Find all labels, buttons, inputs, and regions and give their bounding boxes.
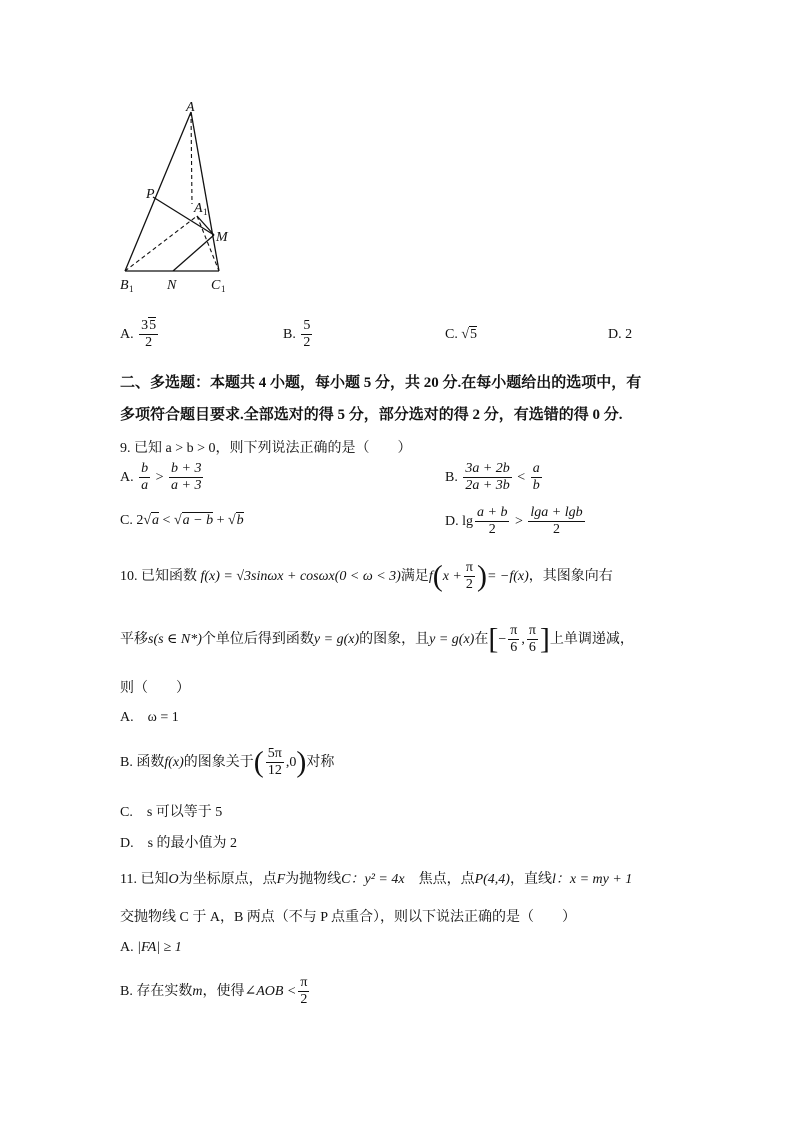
- q11-option-b[interactable]: B. 存在实数m，使得∠AOB < $\frac{\pi}{2}$: [120, 975, 308, 1008]
- q9-stem: 9. 已知 a > b > 0，则下列说法正确的是（ ）: [120, 441, 412, 456]
- q10-stem-line1: 10. 已知函数 f(x) = √3sinωx + cosωx(0 < ω < 3)满足f(x + $\frac{\pi}{2}$ )= −f(x)，其图象向右: [120, 559, 613, 593]
- label-A1-sub: 1: [203, 207, 208, 217]
- q10-option-b[interactable]: B. 函数f(x)的图象关于( $\frac{5\pi}{12}$ ,0)对称: [120, 745, 335, 779]
- edge-AC1: [191, 112, 219, 271]
- q11-stem-line1: 11. 已知O为坐标原点，点F为抛物线C：y² = 4x 焦点，点P(4,4)，直线l：x = my + 1: [120, 872, 633, 887]
- label-C1-sub: 1: [221, 284, 226, 294]
- q10-stem-line3: 则（ ）: [120, 681, 190, 696]
- q10-stem-line2: 平移s(s ∈ N*)个单位后得到函数y = g(x)的图象，且y = g(x)在[− $\frac{\pi}{6}$ , $\frac{\pi}{6}$ ]上单调递减，: [120, 622, 634, 656]
- label-A1: A: [194, 201, 203, 216]
- section2-line1: 二、多选题：本题共 4 小题，每小题 5 分，共 20 分.在每小题给出的选项中，有: [120, 375, 642, 391]
- section2-line2: 多项符合题目要求.全部选对的得 5 分，部分选对的得 2 分，有选错的得 0 分.: [120, 407, 623, 423]
- q8-option-b[interactable]: B. $\frac{5}{2}$: [283, 318, 311, 351]
- label-B1-sub: 1: [129, 284, 134, 294]
- label-M: M: [216, 230, 228, 245]
- q8-option-d[interactable]: D. 2: [608, 327, 633, 342]
- dashed-AA1: [191, 112, 192, 204]
- q9-option-d[interactable]: D. lg $\frac{a + b}{2}$ > $\frac{\lg a + \lg b}{2}$: [445, 505, 583, 538]
- q10-option-c[interactable]: C. s 可以等于 5: [120, 805, 223, 820]
- q10-option-d[interactable]: D. s 的最小值为 2: [120, 836, 238, 851]
- label-C1: C: [211, 278, 221, 293]
- pyramid-figure: [110, 100, 250, 300]
- label-A: A: [186, 100, 195, 115]
- q8-option-a[interactable]: A. $\frac{35}{2}$: [120, 318, 157, 351]
- label-B1: B: [120, 278, 129, 293]
- q11-option-a[interactable]: A. |FA| ≥ 1: [120, 940, 182, 955]
- label-N: N: [167, 278, 177, 293]
- q11-stem-line2: 交抛物线 C 于 A，B 两点（不与 P 点重合），则以下说法正确的是（ ）: [120, 910, 577, 925]
- segment-NM: [173, 235, 214, 271]
- edge-AB1: [125, 112, 191, 271]
- q10-option-a[interactable]: A. ω = 1: [120, 710, 179, 725]
- q9-option-a[interactable]: A. $\frac{b}{a}$ > $\frac{b + 3}{a + 3}$: [120, 461, 202, 494]
- q9-option-c[interactable]: C. 2√a < √a − b + √b: [120, 513, 244, 528]
- label-P: P: [146, 187, 155, 202]
- q8-option-c[interactable]: C. √5: [445, 327, 478, 342]
- q9-option-b[interactable]: B. $\frac{3a + 2b}{2a + 3b}$ < $\frac{a}{b}$: [445, 461, 540, 494]
